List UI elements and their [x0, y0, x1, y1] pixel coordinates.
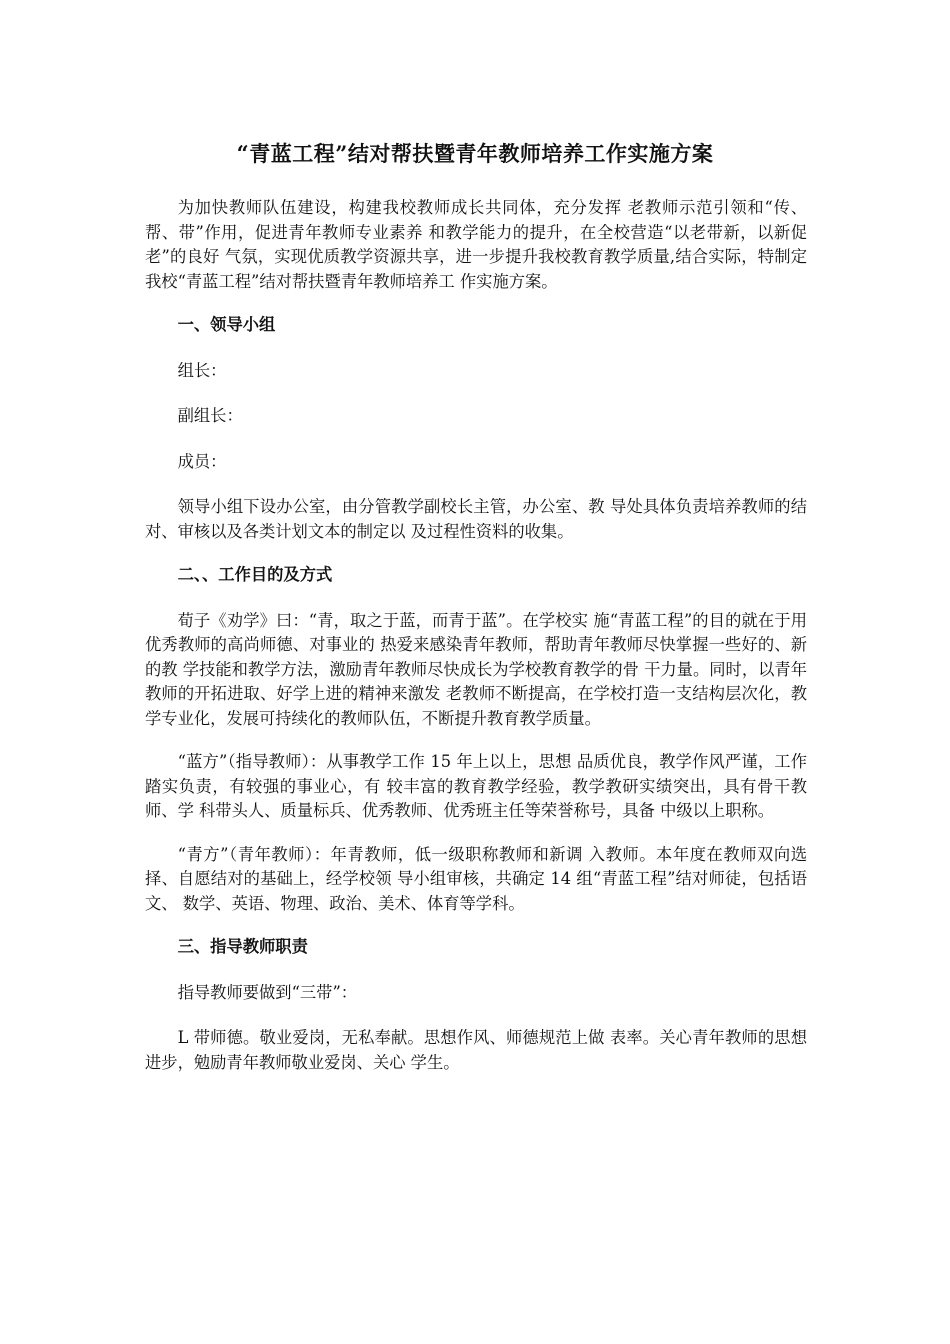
office-paragraph: 领导小组下设办公室，由分管教学副校长主管，办公室、教 导处具体负责培养教师的结对、审核以及各类计划文本的制定以 及过程性资料的收集。	[145, 497, 807, 541]
deputy-leader-line: 副组长：	[177, 406, 243, 425]
youth-paragraph: “青方”（青年教师）：年青教师，低一级职称教师和新调 入教师。本年度在教师双向选择、自愿结对的基础上，经学校领 导小组审核，共确定 14 组“青蓝工程”结对师徒，包括语文、 数学、英语、物理、政治、美术、体育等学科。	[145, 844, 807, 913]
section-heading-purpose: 二、、工作目的及方式	[177, 565, 333, 584]
document-title: “青蓝工程”结对帮扶暨青年教师培养工作实施方案	[236, 141, 714, 166]
leader-line: 组长：	[177, 360, 227, 380]
three-lead-line: 指导教师要做到“三带”：	[177, 982, 358, 1002]
duty-item-1: L 带师德。敬业爱岗，无私奉献。思想作风、师德规范上做 表率。关心青年教师的思想进步，勉励青年教师敬业爱岗、关心 学生。	[145, 1028, 807, 1072]
section-heading-leadership: 一、领导小组	[177, 315, 276, 334]
document-body	[145, 196, 807, 1094]
intro-paragraph: 为加快教师队伍建设，构建我校教师成长共同体，充分发挥 老教师示范引领和“传、帮、带”作用，促进青年教师专业素养 和教学能力的提升，在全校营造“以老带新，以新促老”的良好 气氛，实现优质教学资源共享，进一步提升我校教育教学质量,结合实际，特制定我校“青蓝工程”结对帮扶暨青年教师培养工 作实施方案。	[145, 198, 807, 291]
section-heading-mentor-duties: 三、指导教师职责	[177, 937, 308, 956]
mentor-paragraph: “蓝方”（指导教师）：从事教学工作 15 年上以上，思想 品质优良，教学作风严谨，工作踏实负责，有较强的事业心，有 较丰富的教育教学经验，教学教研实绩突出，具有骨干教师、学 科带头人、质量标兵、优秀教师、优秀班主任等荣誉称号，具备 中级以上职称。	[145, 752, 807, 820]
purpose-paragraph: 荀子《劝学》曰：“青，取之于蓝，而青于蓝”。在学校实 施“青蓝工程”的目的就在于用优秀教师的高尚师德、对事业的 热爱来感染青年教师，帮助青年教师尽快掌握一些好的、新的教 学技能和教学方法，激励青年教师尽快成长为学校教育教学的骨 干力量。同时，以青年教师的开拓进取、好学上进的精神来激发 老教师不断提高，在学校打造一支结构层次化，教学专业化，发展可持续化的教师队伍，不断提升教育教学质量。	[145, 610, 807, 728]
members-line: 成员：	[177, 451, 227, 471]
